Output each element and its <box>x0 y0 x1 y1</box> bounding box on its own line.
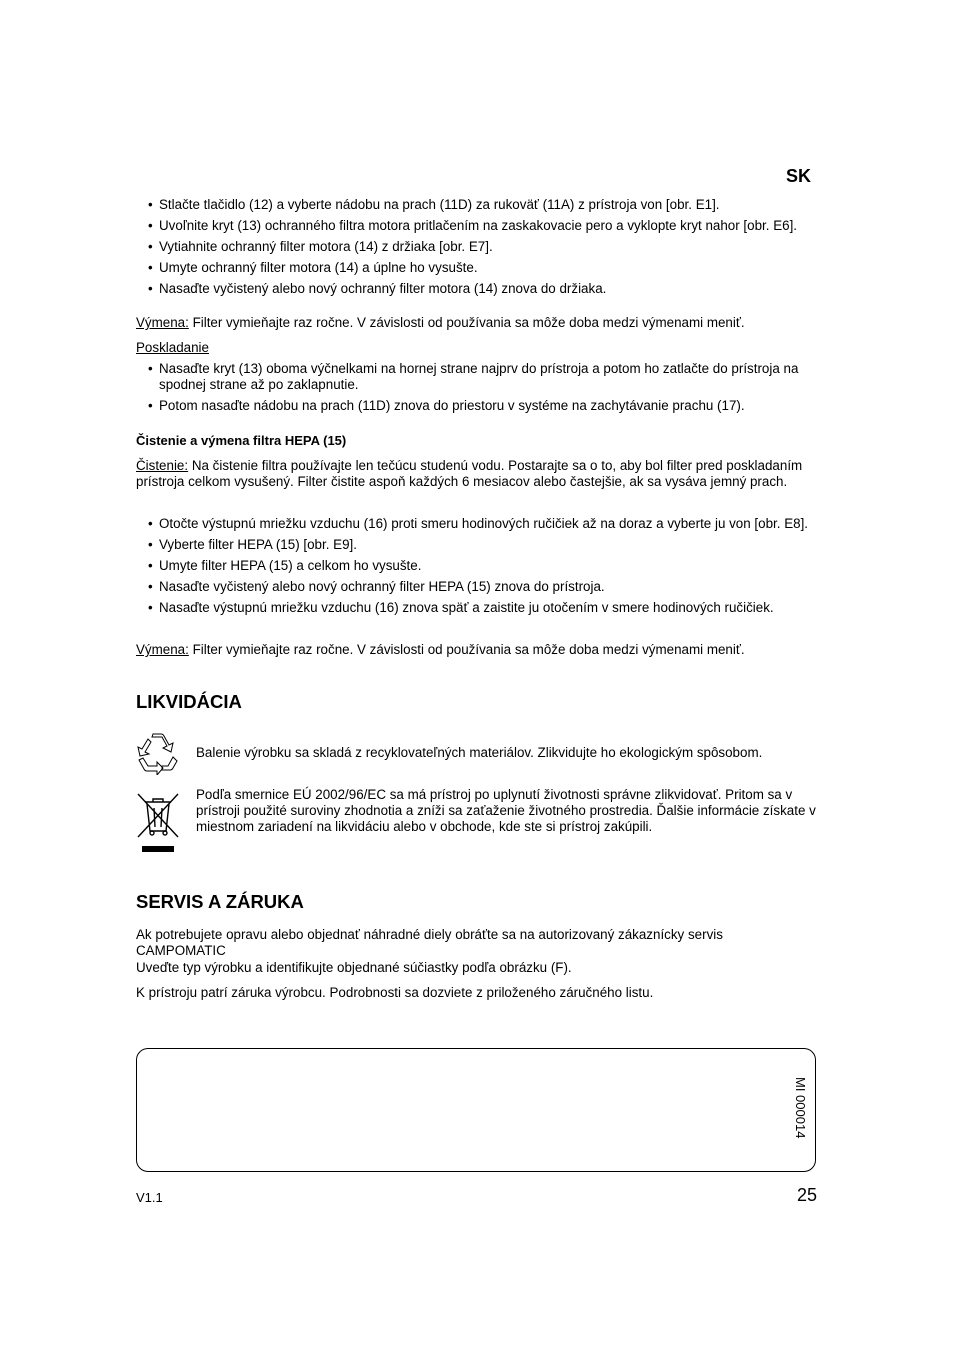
list-item: • Vytiahnite ochranný filter motora (14) z držiaka [obr. E7]. <box>148 239 838 255</box>
crossed-bin-icon <box>136 791 180 855</box>
service-para-1: Ak potrebujete opravu alebo objednať náhradné diely obráťte sa na autorizovaný zákaznícky servis CAMPOMATIC <box>136 927 723 958</box>
list-item: • Nasaďte kryt (13) oboma výčnelkami na hornej strane najprv do prístroja a potom ho zatlačte do prístroja na spodnej strane až po zaklapnutie. <box>148 361 838 393</box>
list-item: • Otočte výstupnú mriežku vzduchu (16) proti smeru hodinových ručičiek až na doraz a vyberte ju von [obr. E8]. <box>148 516 838 532</box>
document-code-text: MI 000014 <box>793 1077 808 1139</box>
hepa-steps <box>148 516 838 621</box>
assembly-label: Poskladanie <box>136 340 209 355</box>
list-item: • Umyte filter HEPA (15) a celkom ho vysušte. <box>148 558 838 574</box>
page-number: 25 <box>797 1185 818 1205</box>
footer-box <box>136 1048 816 1172</box>
list-item: • Nasaďte vyčistený alebo nový ochranný filter motora (14) znova do držiaka. <box>148 281 838 297</box>
replacement-label: Výmena: <box>136 315 189 330</box>
language-code: SK <box>786 166 812 186</box>
list-item: • Potom nasaďte nádobu na prach (11D) znova do priestoru v systéme na zachytávanie prachu (17). <box>148 398 838 414</box>
motor-filter-steps <box>148 197 838 302</box>
document-code <box>792 1077 808 1149</box>
disposal-weee-text: Podľa smernice EÚ 2002/96/EC sa má prístroj po uplynutí životnosti správne zlikvidovať. Pritom sa v prístroji použité suroviny zhodnotia a zníži sa zaťaženie životného prostredia. Ďalšie informácie získate v miestnom zariadení na likvidáciu alebo v obchode, kde ste si prístroj zakúpili. <box>196 787 816 834</box>
motor-filter-replacement <box>136 315 826 331</box>
replacement-label: Výmena: <box>136 642 189 657</box>
list-item: • Nasaďte výstupnú mriežku vzduchu (16) znova späť a zaistite ju otočením v smere hodinových ručičiek. <box>148 600 838 616</box>
service-para-1b: Uveďte typ výrobku a identifikujte objednané súčiastky podľa obrázku (F). <box>136 960 572 975</box>
list-item: • Nasaďte vyčistený alebo nový ochranný filter HEPA (15) znova do prístroja. <box>148 579 838 595</box>
disposal-recycle-text: Balenie výrobku sa skladá z recyklovateľných materiálov. Zlikvidujte ho ekologickým spôsobom. <box>196 745 763 760</box>
list-item: • Uvoľnite kryt (13) ochranného filtra motora pritlačením na zaskakovacie pero a vyklopte kryt nahor [obr. E6]. <box>148 218 838 234</box>
service-para-2: K prístroju patrí záruka výrobcu. Podrobnosti sa dozviete z priloženého záručného listu. <box>136 985 654 1000</box>
cleaning-label: Čistenie: <box>136 458 189 473</box>
version-label: V1.1 <box>136 1190 163 1205</box>
list-item: • Umyte ochranný filter motora (14) a úplne ho vysušte. <box>148 260 838 276</box>
recycle-icon <box>136 733 180 775</box>
hepa-cleaning <box>136 458 826 490</box>
service-heading: SERVIS A ZÁRUKA <box>136 891 304 912</box>
list-item: • Stlačte tlačidlo (12) a vyberte nádobu na prach (11D) za rukoväť (11A) z prístroja von [obr. E1]. <box>148 197 838 213</box>
hepa-replacement <box>136 642 826 658</box>
cleaning-text: Na čistenie filtra používajte len tečúcu studenú vodu. Postarajte sa o to, aby bol filter pred poskladaním prístroja celkom vysušený. Filter čistite aspoň každých 6 mesiacov alebo častejšie, ak sa vysáva jemný prach. <box>136 458 803 489</box>
assembly-steps <box>148 361 838 419</box>
disposal-heading: LIKVIDÁCIA <box>136 691 242 712</box>
hepa-heading: Čistenie a výmena filtra HEPA (15) <box>136 433 347 448</box>
list-item: • Vyberte filter HEPA (15) [obr. E9]. <box>148 537 838 553</box>
replacement-text: Filter vymieňajte raz ročne. V závislosti od používania sa môže doba medzi výmenami meniť. <box>188 315 745 330</box>
replacement-text: Filter vymieňajte raz ročne. V závislosti od používania sa môže doba medzi výmenami meniť. <box>188 642 745 657</box>
